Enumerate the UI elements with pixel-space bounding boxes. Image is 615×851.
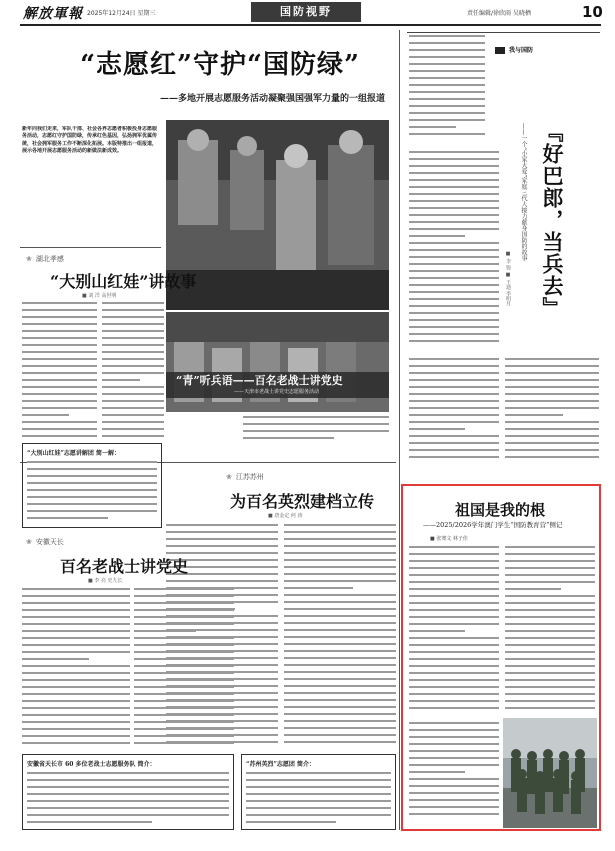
article-title-hubei: “大别山红娃”讲故事 — [50, 272, 197, 291]
page-number: 10 — [582, 3, 603, 21]
note-box-jiangsu — [241, 754, 396, 830]
main-subheadline: ——多地开展志愿服务活动凝聚强国强军力量的一组报道 — [159, 94, 385, 104]
right-feature-body-mid — [409, 151, 499, 351]
highlight-byline: ■ 张骞文 林子佳 — [430, 536, 468, 542]
highlight-body-col1 — [409, 546, 499, 716]
issue-date: 2025年12月24日 星期三 — [87, 10, 156, 17]
lead-paragraph: 新年向我们走来，军队干部、社会各界志愿者积极投身志愿服务活动，志愿红守护国防绿，传承红色基因，弘扬拥军优属传统，社会拥军服务工作不断深化拓展。本版特推出一组报道，展示各地开展志愿服务活动的新做法新成效。 — [22, 126, 158, 154]
column-divider — [399, 30, 400, 830]
right-feature-body-bottom-left — [409, 358, 499, 470]
article-body-anhui-col1 — [22, 588, 130, 748]
section-tab: 国防视野 — [251, 2, 361, 22]
note-box-jiangsu-title: “苏州英烈”志愿团 简介： — [246, 761, 315, 768]
highlight-body-col1-bottom — [409, 722, 499, 826]
region-jiangsu: ❀ 江苏苏州 — [226, 472, 264, 482]
editors-credit: 责任编辑/徐欣雨 吴晓栖 — [467, 10, 531, 17]
note-box-hubei-title: “大别山红娃”志愿讲解团 简一解： — [27, 450, 120, 457]
article-body-anhui-col2 — [134, 588, 234, 748]
article-body-hubei-col1 — [22, 302, 97, 440]
note-box-anhui-title: 安徽省天长市 60 多位老战士志愿服务队 简介： — [27, 761, 156, 768]
section-tag: 我与国防 — [509, 47, 534, 54]
highlight-title: 祖国是我的根 — [455, 501, 546, 519]
article-title-jiangsu: 为百名英烈建档立传 — [230, 492, 375, 511]
byline-anhui: ■ 李 亮 史九长 — [88, 578, 123, 584]
volunteer-photo-top — [166, 120, 389, 310]
right-feature-title: 『好巴郎，当兵去』 — [540, 121, 565, 319]
article-body-hubei-col2 — [102, 302, 164, 440]
photo-banner: “青”听兵语——百名老战士讲党史 — [176, 374, 343, 387]
divider-main — [20, 247, 161, 248]
newspaper-brand: 解放軍報 — [23, 6, 83, 22]
region-anhui: ❀ 安徽天长 — [26, 537, 64, 547]
article-title-anhui: 百名老战士讲党史 — [60, 557, 189, 576]
note-box-hubei — [22, 443, 162, 528]
right-feature-byline: ■ 李 锐 ■ 王迪 李明月 — [505, 251, 511, 306]
article-body-jiangsu-col2 — [284, 524, 396, 749]
right-feature-subtitle: ——一个“小家大爱”家庭三代人接力献身国防的故事 — [520, 123, 527, 262]
main-headline: “志愿红”守护“国防绿” — [80, 50, 360, 80]
masthead — [0, 0, 615, 26]
right-feature — [407, 32, 600, 472]
top-rule — [20, 24, 601, 26]
right-feature-body-top — [409, 35, 485, 145]
byline-hubei: ■ 刘 洋 高世明 — [82, 293, 117, 299]
highlight-body-col2 — [505, 546, 595, 716]
byline-jiangsu: ■ 唐金定 何 涛 — [268, 513, 303, 519]
students-marching-photo — [503, 718, 597, 828]
highlight-subtitle: ——2025/2026学年澳门学生“国防教育营”侧记 — [423, 521, 563, 529]
right-feature-body-bottom-right — [505, 358, 599, 470]
volunteer-photo-bottom — [166, 312, 389, 412]
photo-banner-note: ——天津市老战士讲党史志愿服务活动 — [234, 389, 320, 395]
region-hubei: ❀ 湖北孝感 — [26, 254, 64, 264]
photo-caption — [243, 416, 389, 454]
highlighted-article[interactable] — [401, 484, 601, 831]
note-box-anhui — [22, 754, 234, 830]
